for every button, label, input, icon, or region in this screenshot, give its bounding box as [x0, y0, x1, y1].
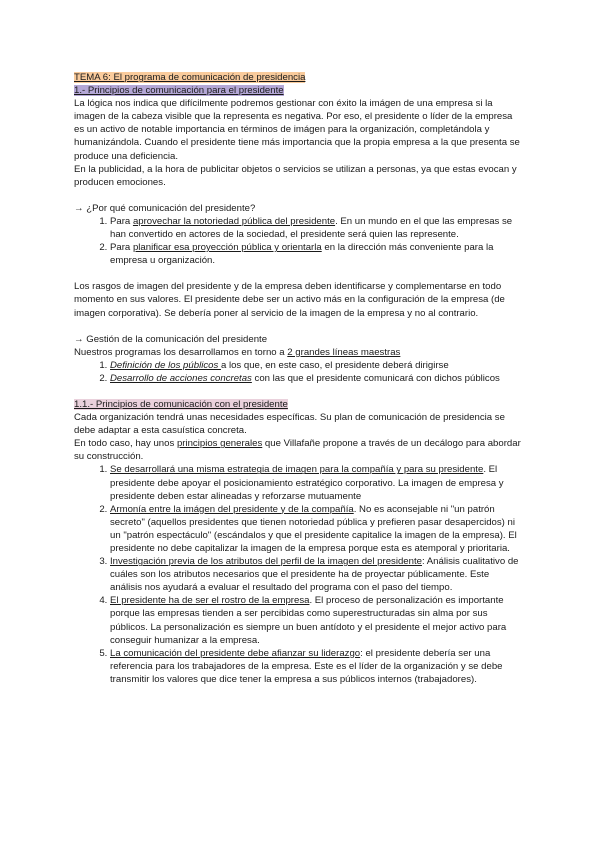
item-underlined-text: Desarrollo de acciones concretas [110, 372, 252, 384]
gestion-list-item [110, 372, 522, 385]
section-1-paragraph-1: La lógica nos indica que difícilmente podremos gestionar con éxito la imágen de una empresa si la imagen de la cabeza visible que la representa es negativa. Por eso, el presidente o líder de la empresa es un activo de notable importancia en términos de imágen para la organización, completándola y humanizándola. Cuando el presidente tiene más importancia que la propia empresa a la que presenta se produce una deficiencia. [74, 98, 520, 162]
decalogo-list-item [110, 463, 522, 502]
spacer [74, 320, 522, 333]
spacer [74, 189, 522, 202]
gestion-list-item [110, 359, 522, 372]
gestion-heading: → Gestión de la comunicación del presidente [74, 333, 268, 345]
paragraph-text: que Villafañe propone a través de un decálogo para abordar su construcción. [74, 438, 521, 463]
item-text: . El presidente debe apoyar el posicionamiento estratégico corporativo. La imagen de empresa y presidente deben estar alineadas y reforzarse mutuamente [110, 464, 504, 502]
paragraph-text: En todo caso, hay unos [74, 438, 177, 450]
item-text: en la dirección más conveniente para la empresa u organización. [110, 242, 494, 267]
item-underlined-text: La comunicación del presidente debe afianzar su liderazgo [110, 647, 361, 659]
section-1-heading-text: 1.- Principios de comunicación para el presidente [74, 85, 284, 97]
spacer [74, 385, 522, 398]
decalogo-list [74, 463, 522, 686]
item-text: : el presidente debería ser una referencia para los trabajadores de la empresa. Este es el líder de la organización y se debe transmitir los valores que dice tener la empresa a sus públicos internos (trabajadores). [110, 647, 503, 685]
item-text: . El proceso de personalización es importante porque las empresas tienden a ser percibidas como superestructuradas sin alma por sus públicos. La personalización es siempre un buen antídoto y el presidente el mejor activo para conseguir humanizar a la empresa. [110, 595, 507, 646]
section-11-heading-text: 1.1.- Principios de comunicación con el presidente [74, 398, 288, 410]
item-underlined-text: Definición de los públicos [110, 359, 221, 371]
item-underlined-text: El presidente ha de ser el rostro de la empresa [110, 595, 310, 607]
item-text: a los que, en este caso, el presidente deberá dirigirse [220, 359, 449, 371]
decalogo-list-item [110, 647, 522, 686]
why-list [74, 215, 522, 267]
item-text: Para [110, 215, 133, 227]
gestion-list [74, 359, 522, 385]
gestion-intro [74, 346, 522, 359]
section-11-heading [74, 398, 522, 411]
item-text: : Análisis cualitativo de cuáles son los atributos necesarios que el presidente ha de proyectar públicamente. Este análisis nos ayudará a evaluar el resultado del programa con el paso del tiempo. [110, 556, 519, 594]
decalogo-list-item [110, 594, 522, 646]
item-text: Para [110, 242, 133, 254]
item-underlined-text: Investigación previa de los atributos del perfil de la imagen del presidente [110, 556, 422, 568]
why-paragraph: Los rasgos de imagen del presidente y de la empresa deben identificarse y complementarse en todo momento en sus valores. El presidente debe ser un activo más en la configuración de la empresa (de imagen corporativa). Se debería poner al servicio de la imagen de la empresa y no al contrario. [74, 281, 505, 319]
section-11-paragraph-1: Cada organización tendrá unas necesidades específicas. Su plan de comunicación de presidencia se debe adaptar a esta casuística concreta. [74, 412, 505, 437]
section-11-paragraph-2 [74, 437, 522, 463]
decalogo-list-item [110, 555, 522, 594]
item-underlined-text: Armonía entre la imágen del presidente y de la compañía [110, 503, 354, 515]
gestion-intro-underlined: 2 grandes líneas maestras [287, 346, 401, 358]
item-underlined-text: aprovechar la notoriedad pública del presidente [132, 215, 336, 227]
section-1-paragraph-2: En la publicidad, a la hora de publicitar objetos o servicios se utilizan a personas, ya que estas evocan y producen emociones. [74, 163, 517, 188]
title-text: TEMA 6: El programa de comunicación de presidencia [74, 72, 306, 83]
section-1-heading [74, 84, 522, 97]
paragraph-underlined: principios generales [176, 438, 263, 450]
spacer [74, 267, 522, 280]
item-text: con las que el presidente comunicará con dichos públicos [251, 372, 500, 384]
why-list-item [110, 241, 522, 267]
item-text: . No es aconsejable ni "un patrón secreto" (aquellos presidentes que tienen notoriedad pública y prefieren pasar desapercidos) ni un "patrón espectáculo" (escándalos y que el presidente capitalice la imagen de la empresa). El presidente no debe capitalizar la imagen de la empresa porque esta es atemporal y prioritaria. [110, 503, 517, 554]
gestion-intro-text: Nuestros programas los desarrollamos en torno a [74, 346, 288, 358]
item-underlined-text: planificar esa proyección pública y orientarla [132, 242, 322, 254]
why-list-item [110, 215, 522, 241]
why-heading: → ¿Por qué comunicación del presidente? [74, 202, 256, 214]
item-text: . En un mundo en el que las empresas se han convertido en actores de la sociedad, el presidente será quien las represente. [110, 215, 513, 241]
decalogo-list-item [110, 503, 522, 555]
document-title [74, 71, 522, 84]
item-underlined-text: Se desarrollará una misma estrategia de imagen para la compañía y para su presidente [110, 464, 484, 476]
